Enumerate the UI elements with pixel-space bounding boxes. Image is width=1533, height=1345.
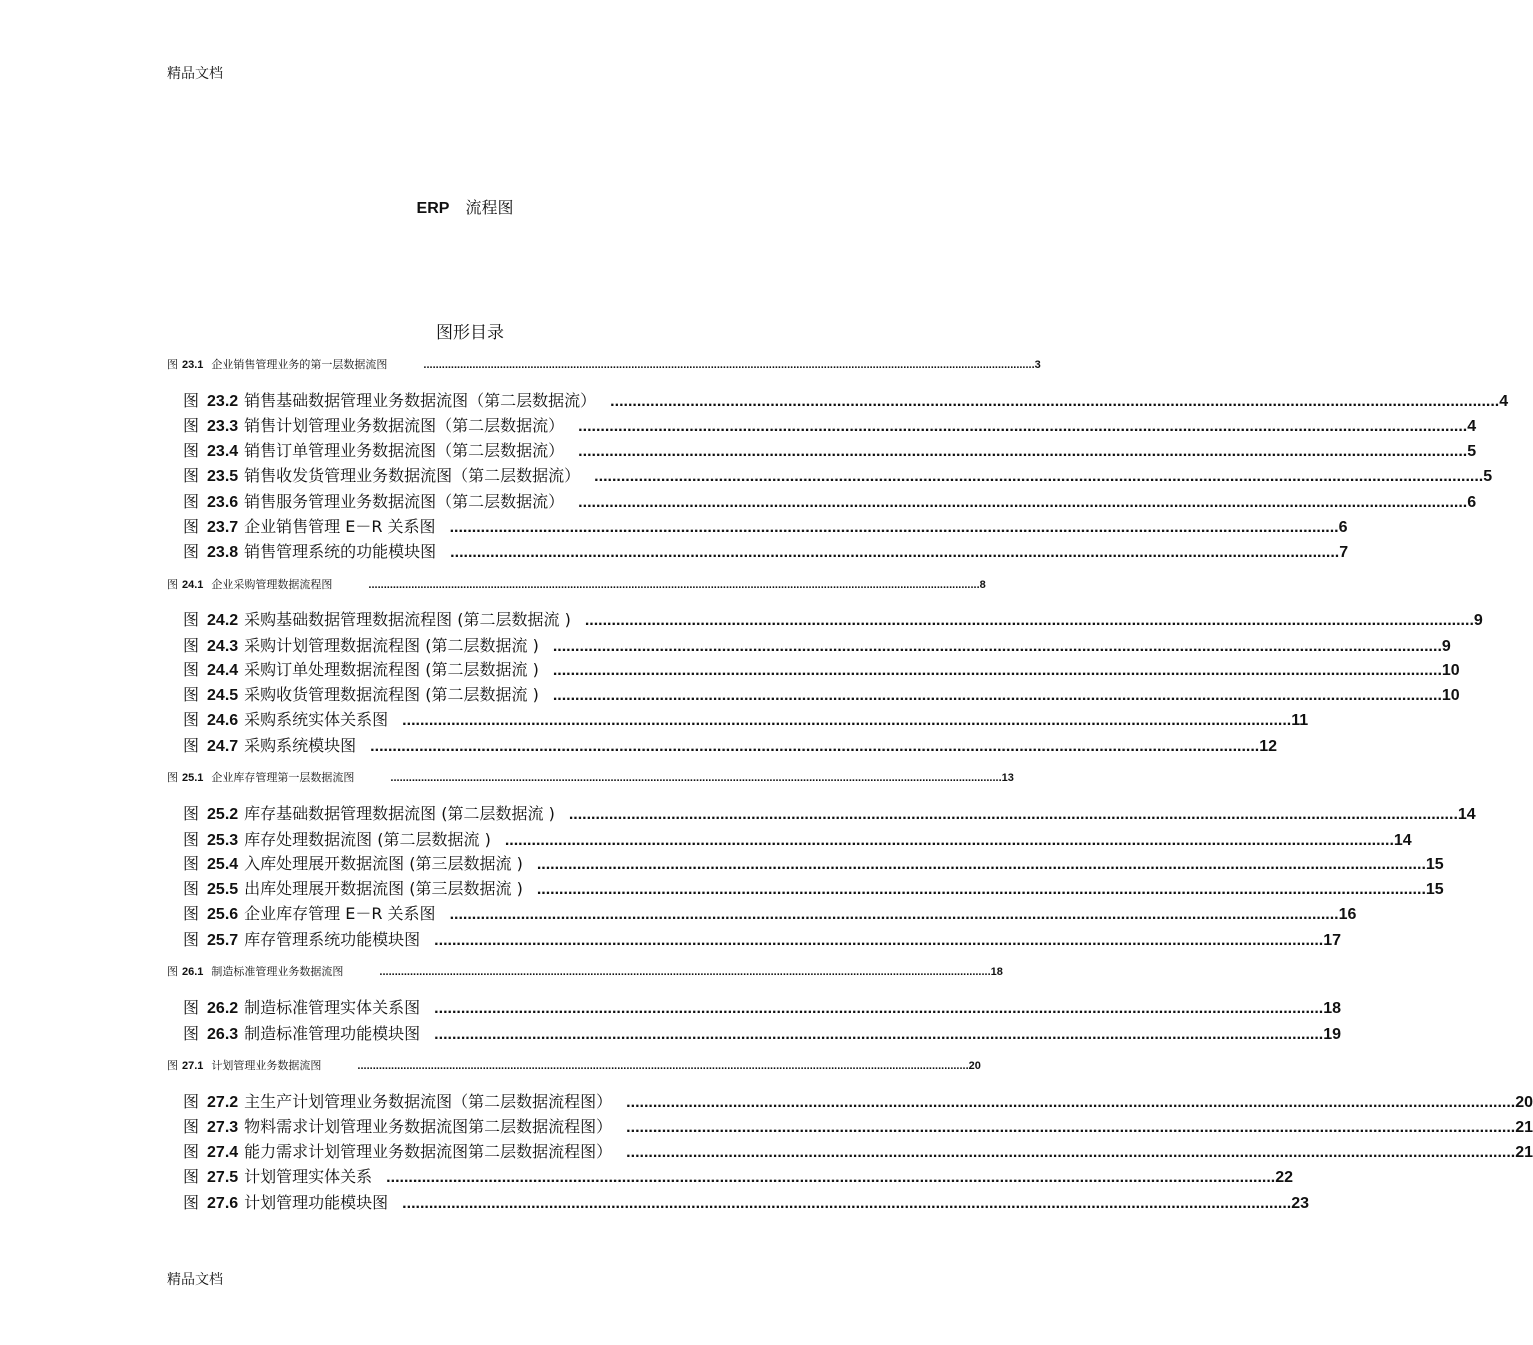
toc-entry-title: 制造标准管理业务数据流图 bbox=[211, 965, 344, 978]
toc-entry-prefix: 图 bbox=[183, 1117, 200, 1136]
toc-entry-prefix: 图 bbox=[167, 358, 178, 371]
toc-entry-title: 能力需求计划管理业务数据流图第二层数据流程图） bbox=[244, 1142, 613, 1161]
toc-entry[interactable] bbox=[183, 707, 1309, 730]
toc-entry-prefix: 图 bbox=[183, 879, 200, 898]
toc-entry-leader: ........................................................................................................................................................................................................ bbox=[536, 881, 1426, 898]
toc-entry-leader: ........................................................................................................................................................................................................ bbox=[626, 1144, 1516, 1161]
toc-entry-leader: ........................................................................................................................................................................................................ bbox=[536, 856, 1426, 873]
toc-entry-leader: ........................................................................................................................................................................................................ bbox=[450, 544, 1340, 561]
toc-entry-leader: ........................................................................................................................................................................................................ bbox=[552, 687, 1442, 704]
toc-entry-number: 24.3 bbox=[207, 638, 239, 655]
toc-entry[interactable] bbox=[183, 413, 1477, 436]
toc-entry-prefix: 图 bbox=[183, 660, 200, 679]
toc-entry-page: 9 bbox=[1473, 612, 1483, 629]
toc-entry-number: 25.1 bbox=[182, 772, 204, 784]
toc-entry-title: 销售基础数据管理业务数据流图（第二层数据流） bbox=[244, 391, 597, 410]
toc-entry-page: 10 bbox=[1441, 687, 1460, 704]
toc-entry[interactable] bbox=[183, 633, 1451, 656]
toc-entry-prefix: 图 bbox=[183, 710, 200, 729]
toc-entry-label bbox=[183, 851, 523, 874]
toc-entry-label bbox=[167, 963, 343, 979]
toc-entry-label bbox=[183, 489, 564, 512]
toc-entry-page: 16 bbox=[1338, 906, 1357, 923]
toc-entry-label bbox=[183, 463, 580, 486]
toc-entry-leader: ........................................................................................................................................................................................................ bbox=[552, 638, 1442, 655]
toc-entry-page: 13 bbox=[1001, 772, 1014, 784]
toc-entry-number: 25.7 bbox=[207, 932, 239, 949]
toc-entry-prefix: 图 bbox=[183, 416, 200, 435]
toc-entry-title: 销售服务管理业务数据流图（第二层数据流） bbox=[244, 492, 565, 511]
toc-entry-page: 19 bbox=[1323, 1026, 1342, 1043]
toc-entry-number: 27.3 bbox=[207, 1119, 239, 1136]
toc-entry-label bbox=[183, 539, 436, 562]
toc-entry-page: 12 bbox=[1259, 738, 1278, 755]
toc-entry-number: 24.2 bbox=[207, 612, 239, 629]
toc-entry-title: 计划管理功能模块图 bbox=[244, 1193, 389, 1212]
toc-entry-page: 5 bbox=[1467, 443, 1477, 460]
toc-entry-leader: ........................................................................................................................................................................................................ bbox=[423, 359, 1035, 371]
toc-entry[interactable] bbox=[183, 657, 1460, 680]
toc-entry-page: 18 bbox=[1323, 1000, 1342, 1017]
toc-entry-prefix: 图 bbox=[183, 854, 200, 873]
toc-entry-title: 计划管理实体关系 bbox=[244, 1167, 373, 1186]
toc-entry-prefix: 图 bbox=[183, 685, 200, 704]
toc-entry-prefix: 图 bbox=[183, 1092, 200, 1111]
toc-entry-title: 采购系统实体关系图 bbox=[244, 710, 389, 729]
toc-entry-leader: ........................................................................................................................................................................................................ bbox=[594, 468, 1484, 485]
toc-entry-page: 4 bbox=[1467, 418, 1477, 435]
toc-entry-prefix: 图 bbox=[183, 830, 200, 849]
toc-entry-page: 20 bbox=[1515, 1094, 1533, 1111]
toc-entry-prefix: 图 bbox=[183, 636, 200, 655]
toc-entry-page: 11 bbox=[1291, 712, 1309, 729]
toc-entry-leader: ........................................................................................................................................................................................................ bbox=[357, 1060, 969, 1072]
toc-entry-number: 25.2 bbox=[207, 806, 239, 823]
toc-entry-leader: ........................................................................................................................................................................................................ bbox=[504, 832, 1394, 849]
toc-entry-page: 14 bbox=[1457, 806, 1476, 823]
toc-entry[interactable] bbox=[183, 682, 1460, 705]
toc-entry-prefix: 图 bbox=[183, 391, 200, 410]
toc-entry-title: 企业库存管理 E－R 关系图 bbox=[244, 904, 436, 923]
toc-entry-label bbox=[183, 607, 571, 630]
toc-entry-leader: ........................................................................................................................................................................................................ bbox=[402, 1195, 1292, 1212]
toc-entry[interactable] bbox=[183, 851, 1444, 874]
toc-entry-number: 23.3 bbox=[207, 418, 239, 435]
toc-entry-prefix: 图 bbox=[167, 1059, 178, 1072]
toc-entry[interactable] bbox=[183, 514, 1348, 537]
toc-entry-label bbox=[183, 801, 555, 824]
footer-watermark: 精品文档 bbox=[167, 1272, 223, 1288]
toc-entry-label bbox=[183, 633, 539, 656]
toc-entry[interactable] bbox=[167, 963, 1003, 979]
toc-entry-page: 10 bbox=[1441, 662, 1460, 679]
toc-entry-number: 23.1 bbox=[182, 359, 204, 371]
toc-entry-label bbox=[167, 1057, 321, 1073]
toc-entry-page: 4 bbox=[1499, 393, 1509, 410]
toc-entry-prefix: 图 bbox=[183, 542, 200, 561]
toc-entry-title: 采购系统模块图 bbox=[244, 736, 357, 755]
toc-entry-leader: ........................................................................................................................................................................................................ bbox=[402, 712, 1292, 729]
toc-entry-title: 采购计划管理数据流程图 (第二层数据流 ) bbox=[244, 636, 539, 655]
header-watermark: 精品文档 bbox=[167, 66, 223, 82]
toc-entry-page: 15 bbox=[1425, 856, 1444, 873]
toc-entry[interactable] bbox=[183, 1021, 1342, 1044]
toc-entry-label bbox=[183, 1190, 388, 1213]
toc-entry-leader: ........................................................................................................................................................................................................ bbox=[578, 494, 1468, 511]
toc-entry-page: 8 bbox=[979, 579, 986, 591]
toc-entry-number: 23.6 bbox=[207, 494, 239, 511]
toc-entry-title: 销售订单管理业务数据流图（第二层数据流） bbox=[244, 441, 565, 460]
toc-entry-page: 21 bbox=[1515, 1119, 1533, 1136]
toc-entry-number: 23.8 bbox=[207, 544, 239, 561]
toc-entry-label bbox=[183, 901, 436, 924]
toc-entry[interactable] bbox=[183, 995, 1342, 1018]
toc-entry-label bbox=[183, 707, 388, 730]
toc-entry-label bbox=[183, 1089, 612, 1112]
toc-entry[interactable] bbox=[183, 901, 1357, 924]
toc-entry[interactable] bbox=[167, 1057, 981, 1073]
toc-entry-prefix: 图 bbox=[183, 1167, 200, 1186]
toc-entry-page: 3 bbox=[1034, 359, 1041, 371]
toc-entry-title: 制造标准管理功能模块图 bbox=[244, 1024, 421, 1043]
toc-entry-number: 25.4 bbox=[207, 856, 239, 873]
toc-entry[interactable] bbox=[183, 801, 1476, 824]
toc-entry-title: 出库处理展开数据流图 (第三层数据流 ) bbox=[244, 879, 523, 898]
toc-entry-leader: ........................................................................................................................................................................................................ bbox=[610, 393, 1500, 410]
toc-entry-title: 主生产计划管理业务数据流图（第二层数据流程图） bbox=[244, 1092, 613, 1111]
toc-entry-label bbox=[183, 1139, 612, 1162]
toc-entry-title: 采购基础数据管理数据流程图 (第二层数据流 ) bbox=[244, 610, 571, 629]
toc-entry-leader: ........................................................................................................................................................................................................ bbox=[390, 772, 1002, 784]
toc-entry[interactable] bbox=[167, 769, 1014, 785]
document-title-prefix: ERP bbox=[416, 200, 450, 217]
toc-entry-label bbox=[167, 769, 354, 785]
toc-entry-prefix: 图 bbox=[183, 930, 200, 949]
toc-entry[interactable] bbox=[183, 1139, 1533, 1162]
toc-entry-prefix: 图 bbox=[167, 771, 178, 784]
toc-entry-title: 企业库存管理第一层数据流图 bbox=[211, 771, 355, 784]
toc-entry-page: 18 bbox=[990, 966, 1003, 978]
toc-entry-title: 制造标准管理实体关系图 bbox=[244, 998, 421, 1017]
toc-entry-label bbox=[183, 733, 356, 756]
toc-entry-title: 销售收发货管理业务数据流图（第二层数据流） bbox=[244, 466, 581, 485]
toc-entry-page: 9 bbox=[1441, 638, 1451, 655]
toc-entry[interactable] bbox=[183, 1089, 1533, 1112]
toc-entry[interactable] bbox=[183, 607, 1483, 630]
toc-entry-prefix: 图 bbox=[183, 1193, 200, 1212]
toc-entry[interactable] bbox=[183, 1164, 1294, 1187]
toc-entry-page: 20 bbox=[968, 1060, 981, 1072]
toc-entry-leader: ........................................................................................................................................................................................................ bbox=[568, 806, 1458, 823]
toc-entry-prefix: 图 bbox=[183, 998, 200, 1017]
toc-entry[interactable] bbox=[183, 539, 1349, 562]
toc-entry-label bbox=[183, 995, 420, 1018]
toc-entry-label bbox=[183, 876, 523, 899]
toc-entry[interactable] bbox=[167, 576, 986, 592]
toc-entry[interactable] bbox=[183, 827, 1412, 850]
toc-entry[interactable] bbox=[183, 876, 1444, 899]
toc-entry-page: 5 bbox=[1483, 468, 1493, 485]
toc-entry-prefix: 图 bbox=[183, 736, 200, 755]
toc-entry-prefix: 图 bbox=[183, 441, 200, 460]
toc-entry-page: 22 bbox=[1275, 1169, 1294, 1186]
toc-entry-page: 21 bbox=[1515, 1144, 1533, 1161]
toc-entry-number: 24.1 bbox=[182, 579, 204, 591]
toc-entry-number: 24.4 bbox=[207, 662, 239, 679]
toc-entry-label bbox=[183, 1114, 612, 1137]
toc-entry-prefix: 图 bbox=[183, 517, 200, 536]
toc-entry-prefix: 图 bbox=[183, 610, 200, 629]
toc-entry-prefix: 图 bbox=[183, 804, 200, 823]
toc-entry-label bbox=[183, 1021, 420, 1044]
toc-entry-title: 库存处理数据流图 (第二层数据流 ) bbox=[244, 830, 491, 849]
toc-entry-number: 23.5 bbox=[207, 468, 239, 485]
toc-entry-number: 23.2 bbox=[207, 393, 239, 410]
toc-entry-leader: ........................................................................................................................................................................................................ bbox=[552, 662, 1442, 679]
toc-entry-title: 企业销售管理业务的第一层数据流图 bbox=[211, 358, 388, 371]
toc-entry-label bbox=[183, 413, 564, 436]
toc-entry-label bbox=[183, 657, 539, 680]
toc-entry-title: 销售计划管理业务数据流图（第二层数据流） bbox=[244, 416, 565, 435]
toc-entry-leader: ........................................................................................................................................................................................................ bbox=[434, 1026, 1324, 1043]
toc-entry-number: 24.5 bbox=[207, 687, 239, 704]
toc-entry-number: 26.2 bbox=[207, 1000, 239, 1017]
toc-entry-number: 25.5 bbox=[207, 881, 239, 898]
toc-entry-page: 15 bbox=[1425, 881, 1444, 898]
toc-entry-number: 27.1 bbox=[182, 1060, 204, 1072]
toc-entry-leader: ........................................................................................................................................................................................................ bbox=[368, 579, 980, 591]
toc-entry[interactable] bbox=[183, 1190, 1310, 1213]
document-title-suffix: 流程图 bbox=[465, 198, 514, 217]
toc-entry-number: 27.4 bbox=[207, 1144, 239, 1161]
toc-entry-label bbox=[183, 514, 436, 537]
toc-entry-leader: ........................................................................................................................................................................................................ bbox=[379, 966, 991, 978]
toc-entry[interactable] bbox=[183, 927, 1342, 950]
toc-entry-page: 23 bbox=[1291, 1195, 1310, 1212]
toc-entry-label bbox=[183, 1164, 372, 1187]
toc-entry-prefix: 图 bbox=[183, 904, 200, 923]
toc-entry[interactable] bbox=[183, 388, 1509, 411]
toc-entry[interactable] bbox=[167, 356, 1041, 372]
toc-entry-title: 入库处理展开数据流图 (第三层数据流 ) bbox=[244, 854, 523, 873]
toc-entry[interactable] bbox=[183, 463, 1493, 486]
toc-entry-label bbox=[183, 927, 420, 950]
toc-entry-leader: ........................................................................................................................................................................................................ bbox=[578, 443, 1468, 460]
toc-entry-leader: ........................................................................................................................................................................................................ bbox=[626, 1094, 1516, 1111]
toc-entry[interactable] bbox=[183, 438, 1477, 461]
toc-entry-prefix: 图 bbox=[167, 578, 178, 591]
toc-entry-prefix: 图 bbox=[183, 1024, 200, 1043]
toc-entry-number: 26.1 bbox=[182, 966, 204, 978]
toc-entry-leader: ........................................................................................................................................................................................................ bbox=[449, 906, 1339, 923]
toc-entry-number: 25.6 bbox=[207, 906, 239, 923]
toc-entry-number: 26.3 bbox=[207, 1026, 239, 1043]
toc-entry-leader: ........................................................................................................................................................................................................ bbox=[584, 612, 1474, 629]
toc-entry-number: 23.4 bbox=[207, 443, 239, 460]
toc-entry-page: 7 bbox=[1339, 544, 1349, 561]
toc-entry-title: 采购收货管理数据流程图 (第二层数据流 ) bbox=[244, 685, 539, 704]
toc-entry-leader: ........................................................................................................................................................................................................ bbox=[449, 519, 1339, 536]
toc-entry-page: 6 bbox=[1338, 519, 1348, 536]
toc-entry-prefix: 图 bbox=[183, 466, 200, 485]
toc-entry[interactable] bbox=[183, 489, 1477, 512]
toc-entry-prefix: 图 bbox=[167, 965, 178, 978]
toc-entry-title: 库存基础数据管理数据流图 (第二层数据流 ) bbox=[244, 804, 555, 823]
toc-entry-label bbox=[167, 576, 332, 592]
toc-entry-leader: ........................................................................................................................................................................................................ bbox=[370, 738, 1260, 755]
toc-entry-number: 27.6 bbox=[207, 1195, 239, 1212]
toc-entry-number: 24.7 bbox=[207, 738, 239, 755]
toc-entry-page: 17 bbox=[1323, 932, 1342, 949]
toc-entry-prefix: 图 bbox=[183, 1142, 200, 1161]
toc-entry-number: 27.2 bbox=[207, 1094, 239, 1111]
toc-entry-number: 24.6 bbox=[207, 712, 239, 729]
toc-entry-label bbox=[167, 356, 387, 372]
toc-entry-page: 6 bbox=[1467, 494, 1477, 511]
toc-entry-number: 23.7 bbox=[207, 519, 239, 536]
toc-entry-title: 销售管理系统的功能模块图 bbox=[244, 542, 437, 561]
toc-entry[interactable] bbox=[183, 1114, 1533, 1137]
toc-heading: 图形目录 bbox=[436, 323, 504, 343]
toc-entry-leader: ........................................................................................................................................................................................................ bbox=[626, 1119, 1516, 1136]
toc-entry-number: 27.5 bbox=[207, 1169, 239, 1186]
toc-entry-title: 计划管理业务数据流图 bbox=[211, 1059, 322, 1072]
toc-entry-number: 25.3 bbox=[207, 832, 239, 849]
toc-entry[interactable] bbox=[183, 733, 1278, 756]
toc-entry-page: 14 bbox=[1393, 832, 1412, 849]
toc-entry-label bbox=[183, 827, 491, 850]
toc-entry-title: 企业销售管理 E－R 关系图 bbox=[244, 517, 436, 536]
toc-entry-label bbox=[183, 388, 596, 411]
toc-entry-title: 物料需求计划管理业务数据流图第二层数据流程图） bbox=[244, 1117, 613, 1136]
toc-entry-leader: ........................................................................................................................................................................................................ bbox=[386, 1169, 1276, 1186]
toc-entry-title: 企业采购管理数据流程图 bbox=[211, 578, 333, 591]
toc-entry-label bbox=[183, 682, 539, 705]
toc-entry-label bbox=[183, 438, 564, 461]
toc-entry-leader: ........................................................................................................................................................................................................ bbox=[578, 418, 1468, 435]
toc-entry-prefix: 图 bbox=[183, 492, 200, 511]
toc-entry-title: 采购订单处理数据流程图 (第二层数据流 ) bbox=[244, 660, 539, 679]
toc-entry-leader: ........................................................................................................................................................................................................ bbox=[434, 1000, 1324, 1017]
toc-entry-leader: ........................................................................................................................................................................................................ bbox=[434, 932, 1324, 949]
toc-entry-title: 库存管理系统功能模块图 bbox=[244, 930, 421, 949]
